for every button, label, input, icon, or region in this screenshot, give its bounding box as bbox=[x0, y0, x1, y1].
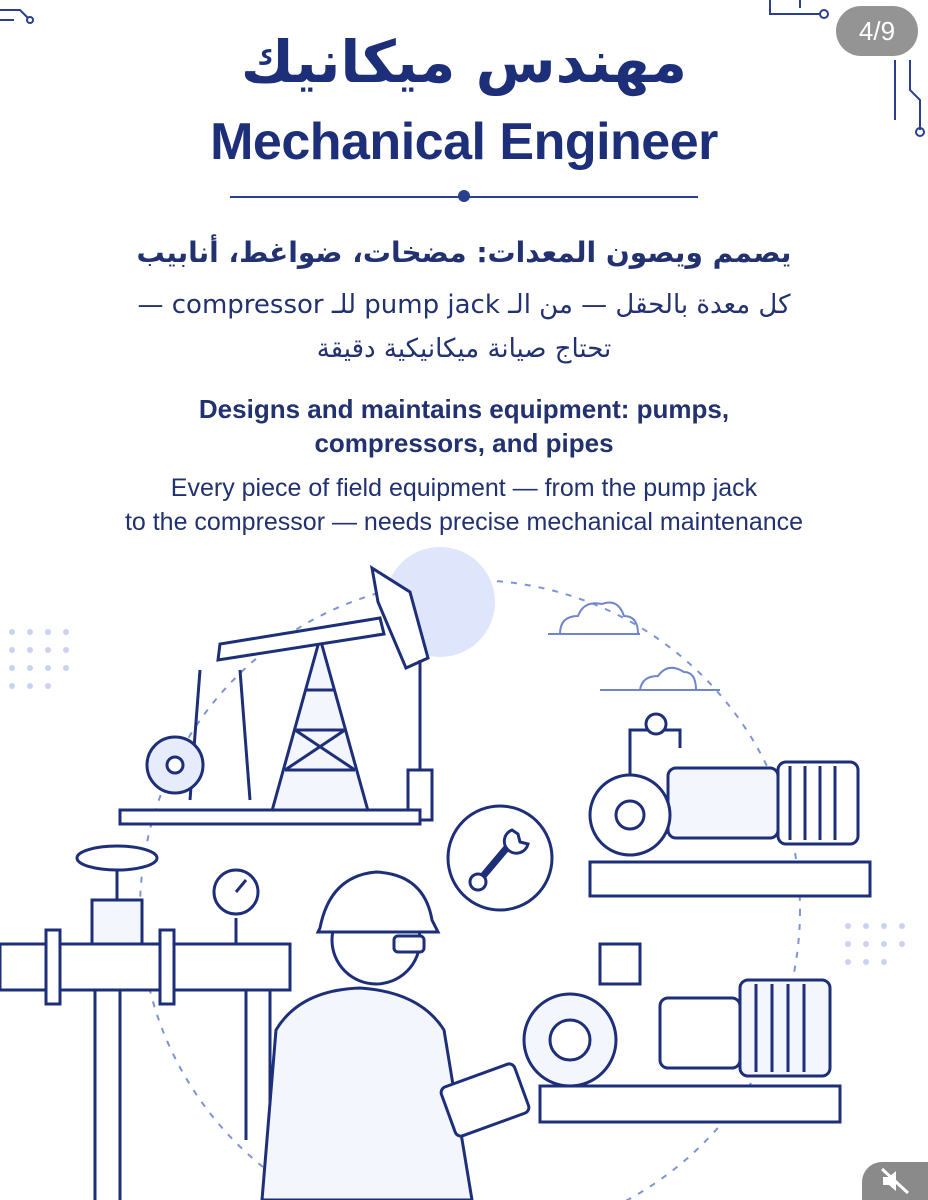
pump-jack bbox=[120, 568, 432, 824]
mute-button[interactable] bbox=[862, 1162, 928, 1200]
title-english: Mechanical Engineer bbox=[210, 113, 718, 171]
wrench-icon bbox=[448, 806, 552, 910]
centrifugal-pump bbox=[590, 714, 870, 896]
story-counter: 4/9 bbox=[836, 6, 918, 56]
compressor bbox=[524, 944, 840, 1122]
english-description-line-3: Every piece of field equipment — from the pump jack bbox=[170, 474, 758, 502]
engineer-with-tablet bbox=[262, 872, 531, 1200]
speaker-muted-icon bbox=[880, 1167, 910, 1195]
cloud-icon bbox=[548, 603, 720, 691]
dot-grid-right bbox=[845, 923, 905, 965]
arabic-description-line-3: تحتاج صيانة ميكانيكية دقيقة bbox=[316, 334, 612, 364]
pressure-gauge-icon bbox=[214, 870, 258, 944]
divider-dot bbox=[458, 190, 470, 202]
dot-grid-left bbox=[9, 629, 69, 689]
corner-decoration bbox=[0, 0, 40, 30]
equipment-illustration bbox=[0, 540, 928, 1200]
english-description-line-1: Designs and maintains equipment: pumps, bbox=[198, 394, 730, 424]
arabic-description-line-2: كل معدة بالحقل — من الـ pump jack للـ compressor — bbox=[137, 290, 791, 320]
arabic-description-line-1: يصمم ويصون المعدات: مضخات، ضواغط، أنابيب bbox=[136, 236, 792, 269]
english-description-line-2: compressors, and pipes bbox=[314, 428, 614, 458]
english-description-line-4: to the compressor — needs precise mechanical maintenance bbox=[124, 508, 804, 536]
title-arabic: مهندس ميكانيك bbox=[240, 28, 688, 96]
